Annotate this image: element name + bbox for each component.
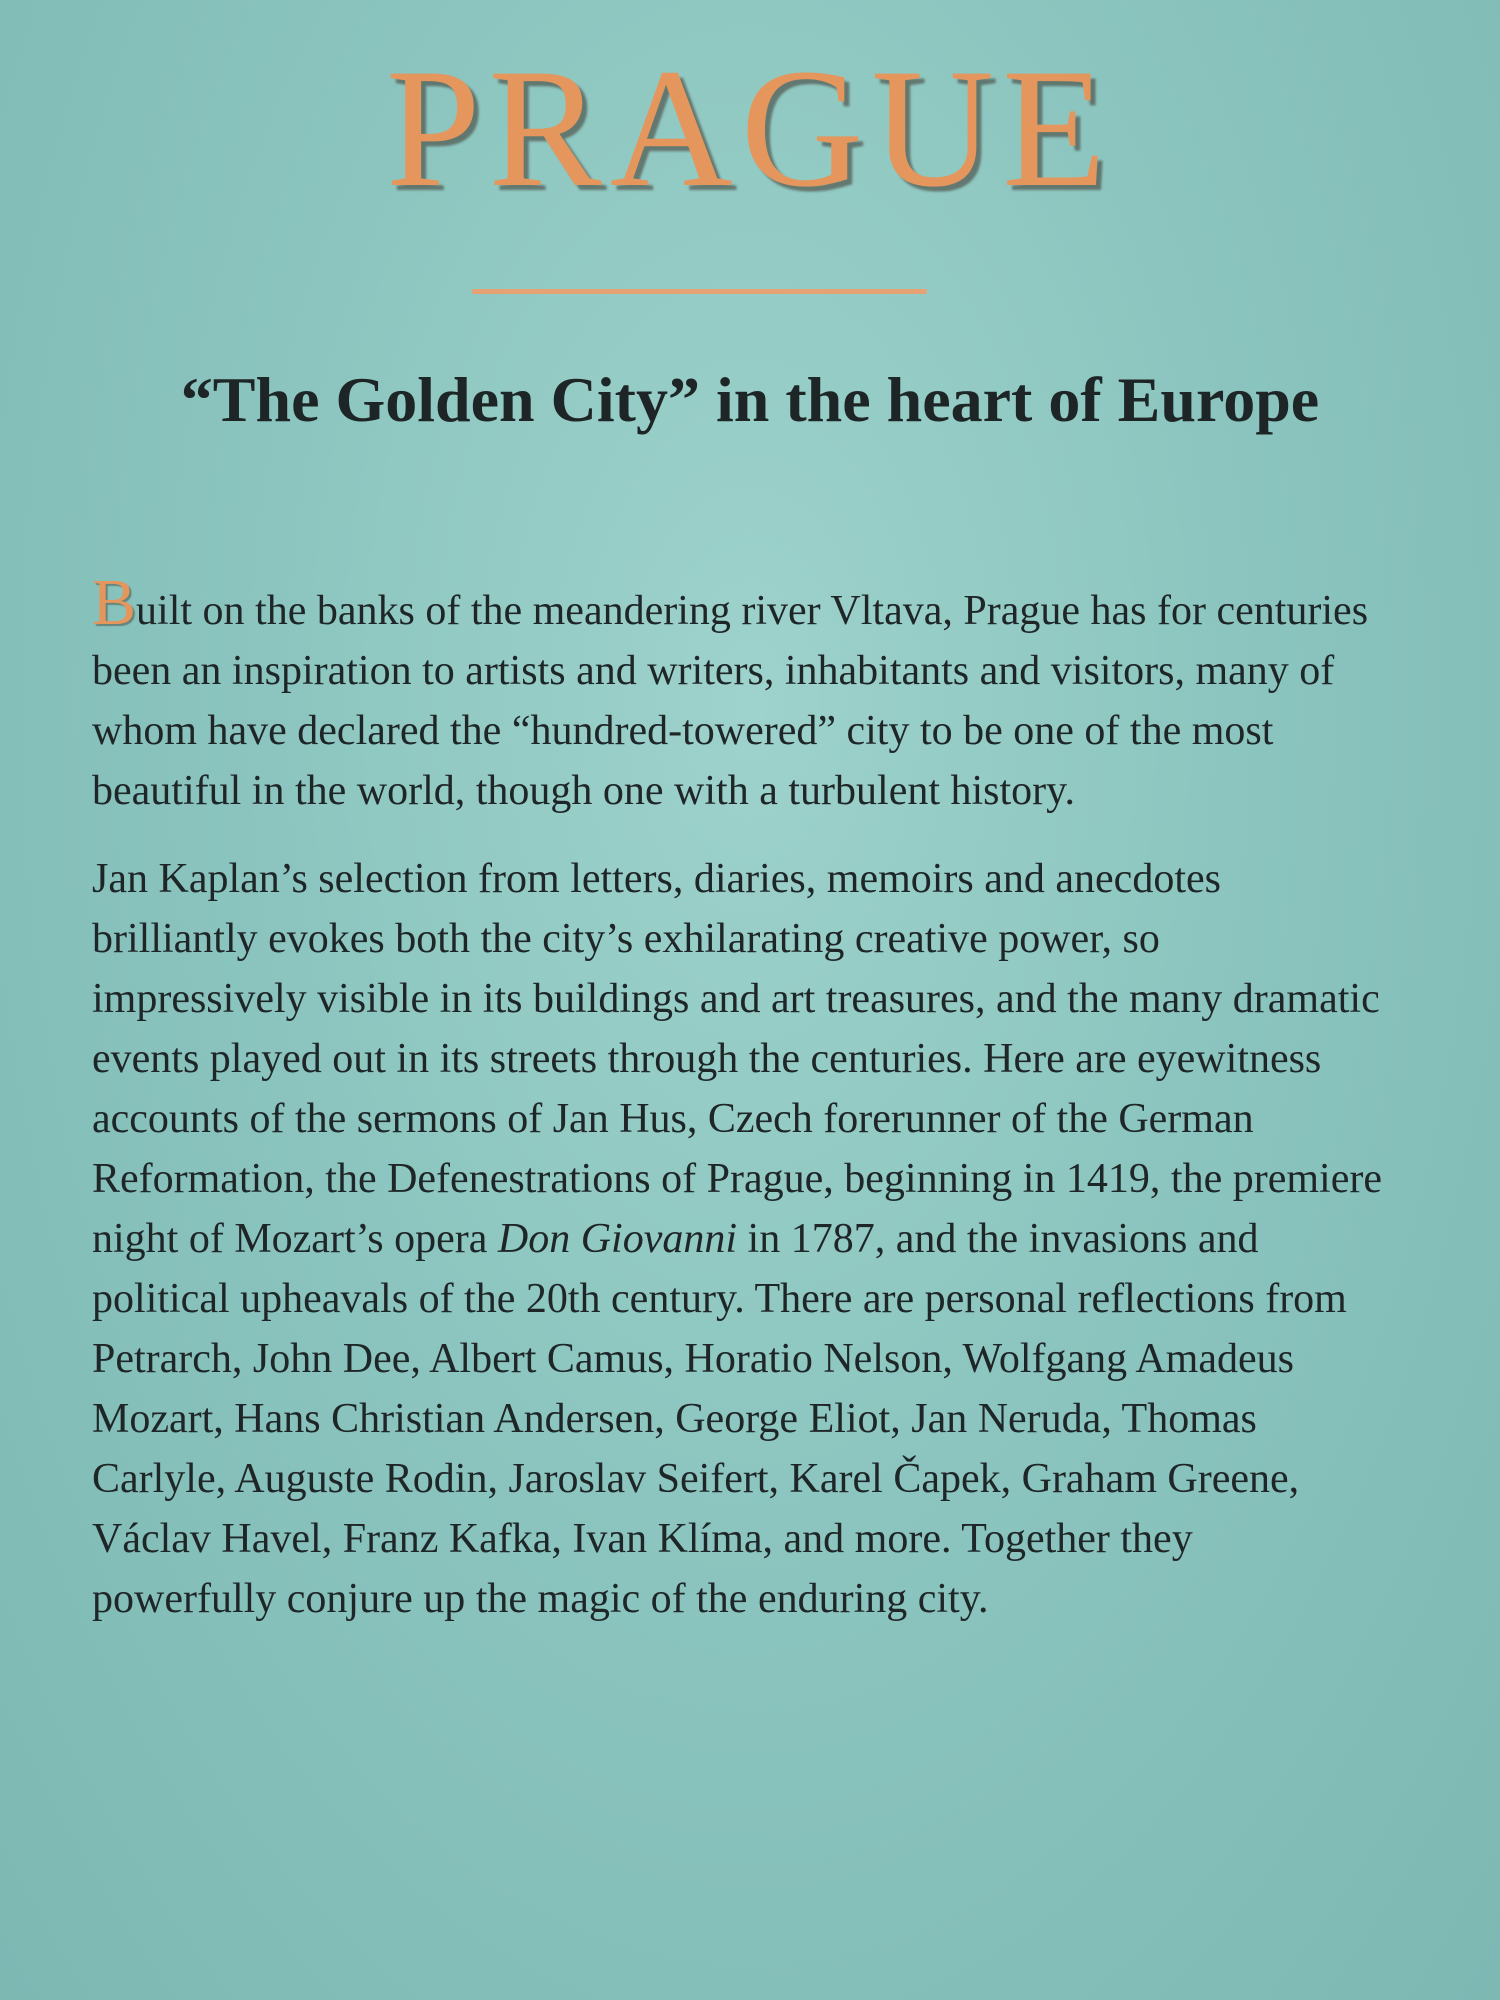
blurb xyxy=(92,566,1382,1629)
opera-title: Don Giovanni xyxy=(497,1216,738,1262)
book-subtitle: “The Golden City” in the heart of Europe xyxy=(180,364,1320,435)
paragraph-2-text-end: in 1787, and the invasions and political upheavals of the 20th century. There are personal reflections from Petrarch, John Dee, Albert Camus, Horatio Nelson, Wolfgang Amadeus Mozart, Hans Christian Andersen, George Eliot, Jan Neruda, Thomas Carlyle, Auguste Rodin, Jaroslav Seifert, Karel Čapek, Graham Greene, Václav Havel, Franz Kafka, Ivan Klíma, and more. Together they powerfully conjure up the magic of the enduring city. xyxy=(92,1216,1347,1622)
drop-cap: B xyxy=(92,566,137,639)
blurb-paragraph-2 xyxy=(92,849,1382,1629)
blurb-paragraph-1 xyxy=(92,566,1382,821)
paragraph-1-text: uilt on the banks of the meandering river Vltava, Prague has for centuries been an inspiration to artists and writers, inhabitants and visitors, many of whom have declared the “hundred-towered” city to be one of the most beautiful in the world, though one with a turbulent history. xyxy=(92,588,1369,814)
book-title: PRAGUE xyxy=(385,34,1115,222)
title-divider xyxy=(472,289,927,294)
paragraph-2-text-start: Jan Kaplan’s selection from letters, diaries, memoirs and anecdotes brilliantly evokes both the city’s exhilarating creative power, so impressively visible in its buildings and art treasures, and the many dramatic events played out in its streets through the centuries. Here are eyewitness accounts of the sermons of Jan Hus, Czech forerunner of the German Reformation, the Defenestrations of Prague, beginning in 1419, the premiere night of Mozart’s opera xyxy=(92,856,1382,1262)
